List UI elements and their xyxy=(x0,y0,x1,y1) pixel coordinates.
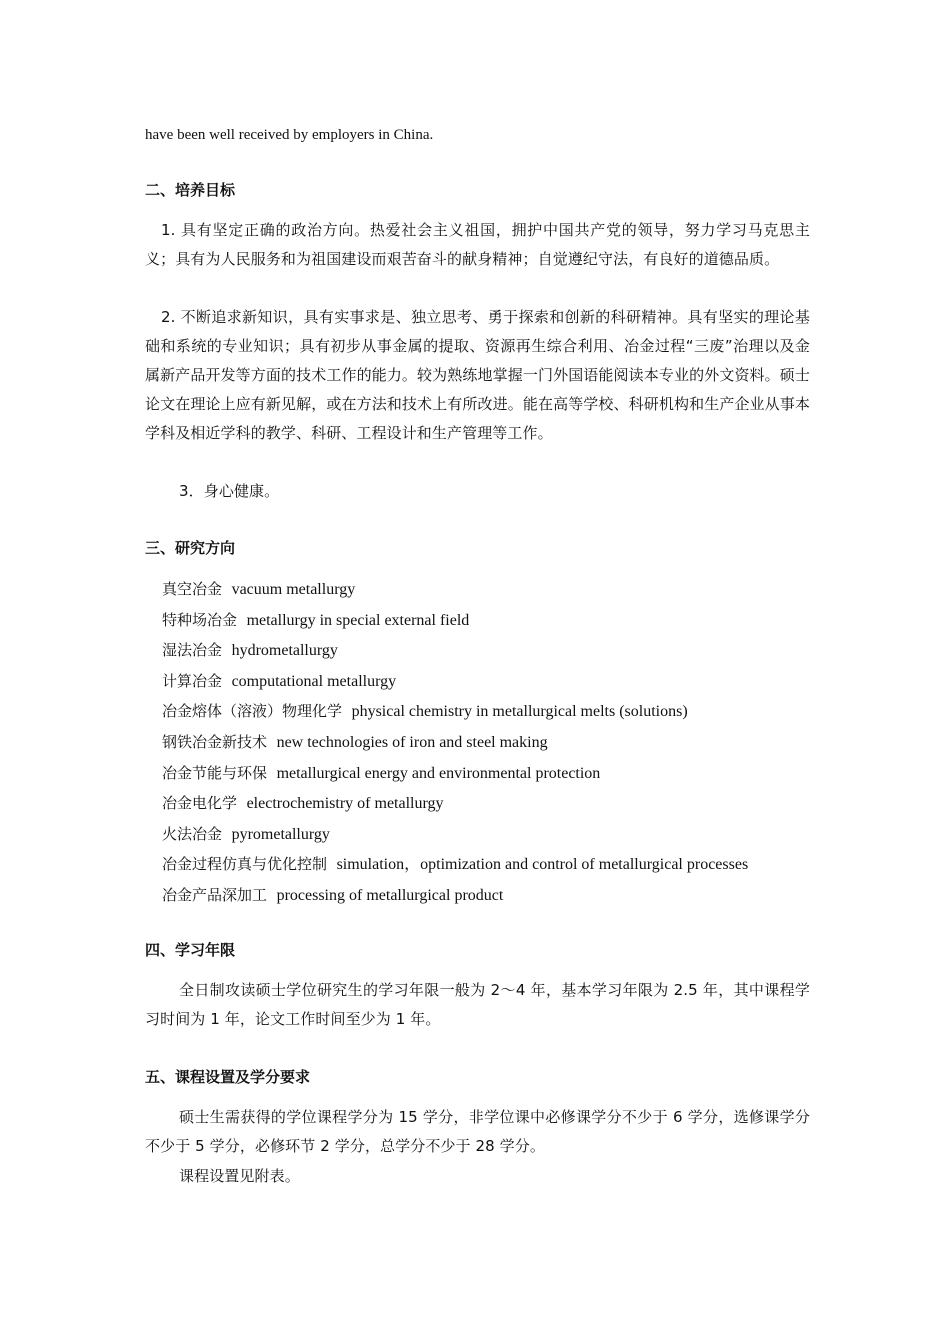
research-direction-cn: 真空冶金 xyxy=(162,580,223,598)
research-direction-item xyxy=(162,854,748,875)
research-direction-cn: 湿法冶金 xyxy=(162,641,223,660)
section-heading-training-objectives: 二、培养目标 xyxy=(145,181,236,199)
research-direction-en: metallurgy in special external field xyxy=(246,611,470,629)
research-direction-cn: 钢铁冶金新技术 xyxy=(162,733,268,751)
research-direction-en: hydrometallurgy xyxy=(231,642,338,660)
research-direction-item xyxy=(162,763,600,784)
research-direction-en: metallurgical energy and environmental protection xyxy=(276,764,601,782)
objective-paragraph-1: 1. 具有坚定正确的政治方向。热爱社会主义祖国，拥护中国共产党的领导，努力学习马克思主义；具有为人民服务和为祖国建设而艰苦奋斗的献身精神；自觉遵纪守法，有良好的道德品质。 xyxy=(145,221,810,268)
research-direction-item xyxy=(162,793,444,814)
research-direction-cn: 冶金熔体（溶液）物理化学 xyxy=(162,702,343,721)
intro-tail-text: have been well received by employers in China. xyxy=(145,127,434,143)
research-direction-en: pyrometallurgy xyxy=(231,825,330,843)
section-heading-study-duration: 四、学习年限 xyxy=(145,941,236,959)
research-direction-item xyxy=(162,610,469,631)
research-direction-en: vacuum metallurgy xyxy=(231,581,356,598)
research-direction-cn: 冶金过程仿真与优化控制 xyxy=(162,855,328,874)
research-direction-item xyxy=(162,671,396,692)
research-direction-en: physical chemistry in metallurgical melts (solutions) xyxy=(351,703,688,721)
research-direction-en: simulation，optimization and control of metallurgical processes xyxy=(336,856,749,874)
credits-paragraph: 硕士生需获得的学位课程学分为 15 学分，非学位课中必修课学分不少于 6 学分，选修课学分不少于 5 学分，必修环节 2 学分，总学分不少于 28 学分。 xyxy=(145,1108,810,1155)
research-direction-item xyxy=(162,640,338,661)
section-heading-research-directions: 三、研究方向 xyxy=(145,539,236,557)
research-direction-en: electrochemistry of metallurgy xyxy=(246,795,444,813)
research-direction-cn: 火法冶金 xyxy=(162,824,223,843)
research-direction-item xyxy=(162,732,548,753)
research-direction-item xyxy=(162,701,688,722)
duration-paragraph: 全日制攻读硕士学位研究生的学习年限一般为 2～4 年，基本学习年限为 2.5 年，其中课程学习时间为 1 年，论文工作时间至少为 1 年。 xyxy=(145,981,810,1028)
research-direction-cn: 冶金电化学 xyxy=(162,794,238,813)
course-appendix-note: 课程设置见附表。 xyxy=(179,1167,300,1185)
research-direction-en: new technologies of iron and steel making xyxy=(276,734,548,751)
research-direction-en: computational metallurgy xyxy=(231,672,397,690)
objective-paragraph-2: 2. 不断追求新知识，具有实事求是、独立思考、勇于探索和创新的科研精神。具有坚实的理论基础和系统的专业知识；具有初步从事金属的提取、资源再生综合利用、冶金过程“三废”治理以及金属新产品开发等方面的技术工作的能力。较为熟练地掌握一门外国语能阅读本专业的外文资料。硕士论文在理论上应有新见解，或在方法和技术上有所改进。能在高等学校、科研机构和生产企业从事本学科及相近学科的教学、科研、工程设计和生产管理等工作。 xyxy=(145,308,810,442)
research-direction-cn: 冶金产品深加工 xyxy=(162,886,268,904)
research-direction-item xyxy=(162,824,330,845)
research-direction-cn: 特种场冶金 xyxy=(162,610,238,629)
section-heading-courses-credits: 五、课程设置及学分要求 xyxy=(145,1068,311,1086)
research-direction-item xyxy=(162,579,355,600)
research-direction-cn: 计算冶金 xyxy=(162,671,223,690)
research-direction-cn: 冶金节能与环保 xyxy=(162,763,268,782)
research-direction-item xyxy=(162,885,503,906)
research-direction-en: processing of metallurgical product xyxy=(276,887,504,904)
objective-paragraph-3: 3．身心健康。 xyxy=(179,482,280,500)
